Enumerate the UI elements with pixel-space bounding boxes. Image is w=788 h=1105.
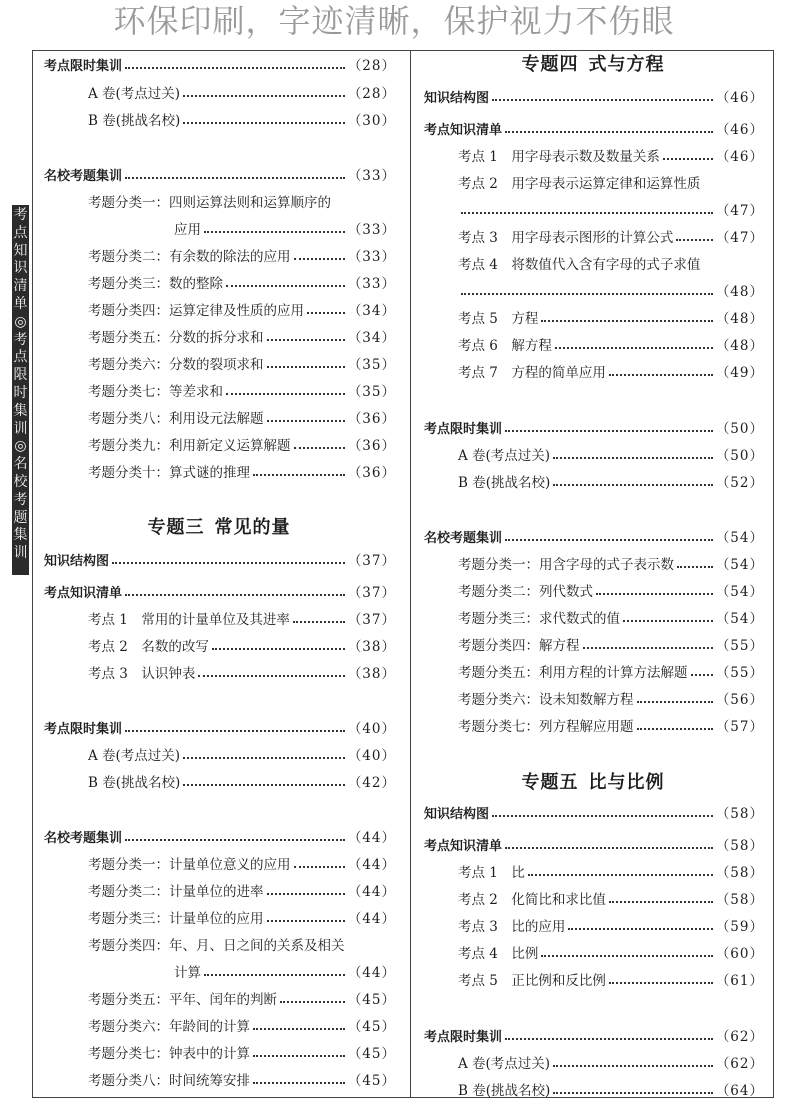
dot-leader <box>541 955 712 957</box>
dot-leader <box>596 593 713 595</box>
dot-leader <box>528 874 713 876</box>
toc-entry[interactable] <box>34 403 404 427</box>
toc-entry-label: B 卷(挑战名校) <box>458 1083 551 1099</box>
dot-leader <box>267 366 345 368</box>
toc-page-number: （59） <box>715 919 764 935</box>
toc-entry[interactable] <box>414 249 772 273</box>
toc-entry-label: 考题分类七：钟表中的计算 <box>88 1046 250 1062</box>
toc-page-number: （35） <box>347 384 396 400</box>
toc-entry[interactable] <box>34 187 404 211</box>
dot-leader <box>461 212 713 214</box>
toc-entry-label: 考点知识清单 <box>44 586 123 601</box>
dot-leader <box>125 177 345 179</box>
toc-entry-label: 名校考题集训 <box>44 831 123 846</box>
toc-entry[interactable] <box>34 430 404 454</box>
toc-entry-label: 考题分类二：有余数的除法的应用 <box>88 249 291 265</box>
toc-entry-label: 考题分类四：解方程 <box>458 638 580 654</box>
toc-entry-label: 考题分类七：列方程解应用题 <box>458 719 634 735</box>
dot-leader <box>267 339 345 341</box>
toc-page-number: （33） <box>347 276 396 292</box>
toc-page-number: （38） <box>347 639 396 655</box>
dot-leader <box>125 839 345 841</box>
toc-entry-label: 考题分类四：运算定律及性质的应用 <box>88 303 304 319</box>
sidebar-char: 识 <box>13 260 28 277</box>
toc-entry-label: B 卷(挑战名校) <box>88 775 181 791</box>
toc-entry-label: 考点限时集训 <box>424 422 503 437</box>
toc-entry[interactable] <box>34 849 404 873</box>
toc-entry[interactable] <box>34 876 404 900</box>
dot-leader <box>568 928 712 930</box>
toc-page-number: （58） <box>715 838 764 854</box>
toc-section-entry[interactable] <box>34 713 404 737</box>
toc-section-entry[interactable] <box>414 413 772 437</box>
toc-page-number: （58） <box>715 892 764 908</box>
toc-page-number: （42） <box>347 775 396 791</box>
chapter-number: 专题三 <box>147 517 205 538</box>
toc-entry-label: 考题分类七：等差求和 <box>88 384 223 400</box>
dot-leader <box>112 562 345 564</box>
sidebar-tab <box>12 205 29 575</box>
toc-entry[interactable] <box>414 1048 772 1072</box>
toc-entry[interactable] <box>34 78 404 102</box>
toc-page-number: （48） <box>715 311 764 327</box>
toc-page-number: （37） <box>347 585 396 601</box>
toc-entry[interactable] <box>34 214 404 238</box>
toc-entry-label: 考点限时集训 <box>424 1030 503 1045</box>
toc-entry[interactable] <box>34 295 404 319</box>
sidebar-char: 时 <box>13 384 28 401</box>
toc-entry-label: 考题分类九：利用新定义运算解题 <box>88 438 291 454</box>
toc-entry[interactable] <box>34 957 404 981</box>
toc-entry-label: 考题分类十：算式谜的推理 <box>88 465 250 481</box>
toc-entry-label: 考题分类六：设未知数解方程 <box>458 692 634 708</box>
sidebar-char: 考 <box>13 207 28 223</box>
dot-leader <box>505 539 713 541</box>
toc-page-number: （48） <box>715 338 764 354</box>
toc-entry-label: A 卷(考点过关) <box>88 748 181 764</box>
dot-leader <box>198 675 344 677</box>
toc-entry[interactable] <box>34 984 404 1008</box>
toc-section-entry[interactable] <box>34 50 404 74</box>
toc-entry[interactable] <box>414 195 772 219</box>
toc-page-number: （35） <box>347 357 396 373</box>
toc-page-number: （61） <box>715 973 764 989</box>
dot-leader <box>293 621 345 623</box>
dot-leader <box>609 982 713 984</box>
toc-entry-label: 考题分类八：时间统筹安排 <box>88 1073 250 1089</box>
toc-section-entry[interactable] <box>414 522 772 546</box>
toc-entry-label: 考题分类三：计量单位的应用 <box>88 911 264 927</box>
toc-entry[interactable] <box>34 376 404 400</box>
toc-entry-label: 计算 <box>174 965 201 981</box>
dot-leader <box>541 320 712 322</box>
dot-leader <box>553 484 713 486</box>
chapter-title <box>34 513 404 539</box>
toc-entry-label: 知识结构图 <box>424 807 490 822</box>
toc-page-number: （46） <box>715 122 764 138</box>
toc-entry[interactable] <box>34 767 404 791</box>
dot-leader <box>183 122 345 124</box>
dot-leader <box>492 815 713 817</box>
toc-entry-label: 考点 3 比的应用 <box>458 919 566 935</box>
toc-entry-label: 考题分类二：计量单位的进率 <box>88 884 264 900</box>
toc-entry-label: 考点 1 比 <box>458 865 525 881</box>
toc-entry-label: 考点 5 正比例和反比例 <box>458 973 606 989</box>
toc-entry[interactable] <box>414 938 772 962</box>
toc-entry[interactable] <box>414 549 772 573</box>
toc-page-number: （54） <box>715 530 764 546</box>
toc-entry[interactable] <box>34 105 404 129</box>
sidebar-char: 集 <box>13 527 28 544</box>
toc-page-number: （49） <box>715 365 764 381</box>
sidebar-char: 清 <box>13 278 28 295</box>
chapter-number: 专题四 <box>521 54 579 75</box>
dot-leader <box>183 784 345 786</box>
toc-entry[interactable] <box>414 222 772 246</box>
sidebar-char: 题 <box>13 509 28 526</box>
dot-leader <box>623 620 713 622</box>
toc-entry-label: 考题分类三：求代数式的值 <box>458 611 620 627</box>
toc-entry-label: 考题分类五：分数的拆分求和 <box>88 330 264 346</box>
dot-leader <box>677 566 713 568</box>
toc-page-number: （44） <box>347 830 396 846</box>
toc-entry-label: 考题分类五：利用方程的计算方法解题 <box>458 665 688 681</box>
toc-page-number: （54） <box>715 557 764 573</box>
toc-entry-label: B 卷(挑战名校) <box>458 475 551 491</box>
toc-entry[interactable] <box>414 684 772 708</box>
toc-page-number: （57） <box>715 719 764 735</box>
toc-entry[interactable] <box>34 604 404 628</box>
toc-entry-label: 考题分类一：用含字母的式子表示数 <box>458 557 674 573</box>
dot-leader <box>663 158 713 160</box>
toc-page-number: （52） <box>715 475 764 491</box>
toc-page-number: （40） <box>347 748 396 764</box>
sidebar-char: ◎ <box>14 438 27 455</box>
toc-page-number: （28） <box>347 58 396 74</box>
toc-entry-label: 考点 4 将数值代入含有字母的式子求值 <box>458 257 701 273</box>
dot-leader <box>125 67 345 69</box>
sidebar-char: ◎ <box>14 313 27 330</box>
toc-entry[interactable] <box>34 930 404 954</box>
toc-entry-label: 名校考题集训 <box>424 531 503 546</box>
toc-entry[interactable] <box>34 457 404 481</box>
chapter-title <box>414 50 772 76</box>
toc-entry[interactable] <box>414 467 772 491</box>
dot-leader <box>204 231 345 233</box>
toc-page-number: （34） <box>347 303 396 319</box>
toc-page-number: （47） <box>715 203 764 219</box>
toc-entry-label: A 卷(考点过关) <box>88 86 181 102</box>
dot-leader <box>253 474 345 476</box>
toc-entry-label: 考题分类四：年、月、日之间的关系及相关 <box>88 938 345 954</box>
toc-entry-label: 考点限时集训 <box>44 722 123 737</box>
toc-page-number: （45） <box>347 992 396 1008</box>
toc-entry[interactable] <box>34 1011 404 1035</box>
toc-section-entry[interactable] <box>414 798 772 822</box>
toc-page-number: （45） <box>347 1046 396 1062</box>
toc-page-number: （37） <box>347 612 396 628</box>
banner-slogan: 环保印刷，字迹清晰，保护视力不伤眼 <box>113 2 675 40</box>
toc-entry[interactable] <box>34 631 404 655</box>
dot-leader <box>637 701 713 703</box>
toc-section-entry[interactable] <box>414 830 772 854</box>
toc-page-number: （55） <box>715 665 764 681</box>
dot-leader <box>267 920 345 922</box>
dot-leader <box>125 594 345 596</box>
toc-page-number: （44） <box>347 965 396 981</box>
dot-leader <box>294 447 345 449</box>
dot-leader <box>553 457 713 459</box>
toc-page-number: （30） <box>347 113 396 129</box>
toc-page-number: （44） <box>347 857 396 873</box>
toc-entry-label: 考题分类一：四则运算法则和运算顺序的 <box>88 195 331 211</box>
toc-entry-label: 考点 1 常用的计量单位及其进率 <box>88 612 290 628</box>
toc-entry[interactable] <box>34 349 404 373</box>
dot-leader <box>204 974 345 976</box>
toc-entry-label: 考题分类二：列代数式 <box>458 584 593 600</box>
toc-entry-label: 考点 5 方程 <box>458 311 539 327</box>
toc-entry-label: 考题分类六：分数的裂项求和 <box>88 357 264 373</box>
toc-page-number: （36） <box>347 438 396 454</box>
toc-page-number: （47） <box>715 230 764 246</box>
toc-page-number: （54） <box>715 584 764 600</box>
toc-entry[interactable] <box>414 276 772 300</box>
toc-entry-label: 考点 2 化简比和求比值 <box>458 892 606 908</box>
dot-leader <box>267 420 345 422</box>
toc-entry[interactable] <box>414 1075 772 1099</box>
toc-entry[interactable] <box>414 440 772 464</box>
toc-entry[interactable] <box>414 141 772 165</box>
toc-page-number: （46） <box>715 90 764 106</box>
toc-entry[interactable] <box>414 857 772 881</box>
dot-leader <box>183 95 345 97</box>
toc-entry-label: 应用 <box>174 222 201 238</box>
toc-entry-label: 考点 1 用字母表示数及数量关系 <box>458 149 660 165</box>
toc-page-number: （50） <box>715 448 764 464</box>
toc-entry-label: A 卷(考点过关) <box>458 448 551 464</box>
chapter-number: 专题五 <box>521 772 579 793</box>
dot-leader <box>676 239 712 241</box>
toc-page-number: （62） <box>715 1029 764 1045</box>
dot-leader <box>253 1055 345 1057</box>
dot-leader <box>609 374 713 376</box>
toc-page-number: （62） <box>715 1056 764 1072</box>
toc-entry-label: 知识结构图 <box>424 91 490 106</box>
toc-page-number: （33） <box>347 249 396 265</box>
dot-leader <box>253 1028 345 1030</box>
toc-entry-label: 考点 3 用字母表示图形的计算公式 <box>458 230 674 246</box>
toc-entry[interactable] <box>414 357 772 381</box>
dot-leader <box>505 430 713 432</box>
dot-leader <box>294 258 345 260</box>
dot-leader <box>637 728 713 730</box>
sidebar-char: 点 <box>13 349 28 366</box>
column-divider <box>410 50 411 1098</box>
dot-leader <box>183 757 345 759</box>
toc-entry[interactable] <box>414 630 772 654</box>
toc-page-number: （48） <box>715 284 764 300</box>
toc-page-number: （58） <box>715 806 764 822</box>
sidebar-char: 知 <box>13 242 28 259</box>
toc-entry[interactable] <box>34 268 404 292</box>
sidebar-char: 集 <box>13 402 28 419</box>
toc-page-number: （44） <box>347 884 396 900</box>
toc-entry-label: 考点 3 认识钟表 <box>88 666 196 682</box>
toc-page-number: （45） <box>347 1073 396 1089</box>
toc-entry[interactable] <box>414 168 772 192</box>
dot-leader <box>609 901 713 903</box>
chapter-name: 式与方程 <box>588 54 665 75</box>
toc-page-number: （40） <box>347 721 396 737</box>
toc-entry[interactable] <box>414 603 772 627</box>
dot-leader <box>226 285 345 287</box>
toc-entry-label: 考点 2 用字母表示运算定律和运算性质 <box>458 176 701 192</box>
toc-page-number: （54） <box>715 611 764 627</box>
toc-entry-label: 考题分类八：利用设元法解题 <box>88 411 264 427</box>
sidebar-char: 考 <box>13 491 28 508</box>
toc-page-number: （50） <box>715 421 764 437</box>
toc-section-entry[interactable] <box>414 114 772 138</box>
sidebar-char: 校 <box>13 473 28 490</box>
toc-entry-label: 考题分类一：计量单位意义的应用 <box>88 857 291 873</box>
toc-entry[interactable] <box>414 884 772 908</box>
dot-leader <box>492 99 713 101</box>
dot-leader <box>226 393 345 395</box>
toc-entry[interactable] <box>414 711 772 735</box>
toc-page-number: （64） <box>715 1083 764 1099</box>
toc-page-number: （60） <box>715 946 764 962</box>
dot-leader <box>294 866 345 868</box>
sidebar-char: 限 <box>13 367 28 384</box>
toc-page-number: （36） <box>347 465 396 481</box>
toc-page-number: （28） <box>347 86 396 102</box>
dot-leader <box>267 893 345 895</box>
dot-leader <box>212 648 345 650</box>
toc-entry-label: A 卷(考点过关) <box>458 1056 551 1072</box>
toc-section-entry[interactable] <box>34 545 404 569</box>
toc-page-number: （56） <box>715 692 764 708</box>
toc-entry[interactable] <box>414 303 772 327</box>
dot-leader <box>691 674 713 676</box>
toc-section-entry[interactable] <box>34 822 404 846</box>
toc-page-number: （44） <box>347 911 396 927</box>
toc-section-entry[interactable] <box>34 577 404 601</box>
sidebar-char: 点 <box>13 224 28 241</box>
toc-entry-label: 考点知识清单 <box>424 839 503 854</box>
dot-leader <box>280 1001 345 1003</box>
toc-entry-label: 考点知识清单 <box>424 123 503 138</box>
chapter-name: 比与比例 <box>588 772 665 793</box>
toc-entry-label: 考点 7 方程的简单应用 <box>458 365 606 381</box>
dot-leader <box>253 1082 345 1084</box>
dot-leader <box>553 1092 713 1094</box>
toc-entry[interactable] <box>34 740 404 764</box>
toc-entry[interactable] <box>34 322 404 346</box>
toc-page-number: （33） <box>347 168 396 184</box>
dot-leader <box>505 847 713 849</box>
toc-entry-label: 考点限时集训 <box>44 59 123 74</box>
toc-section-entry[interactable] <box>34 160 404 184</box>
toc-page-number: （36） <box>347 411 396 427</box>
toc-entry-label: 知识结构图 <box>44 554 110 569</box>
toc-page-number: （37） <box>347 553 396 569</box>
toc-entry[interactable] <box>414 330 772 354</box>
dot-leader <box>555 347 713 349</box>
dot-leader <box>505 131 713 133</box>
toc-entry-label: 考点 2 名数的改写 <box>88 639 209 655</box>
sidebar-char: 名 <box>13 456 28 473</box>
toc-entry[interactable] <box>414 911 772 935</box>
toc-page-number: （46） <box>715 149 764 165</box>
toc-page-number: （55） <box>715 638 764 654</box>
sidebar-char: 考 <box>13 331 28 348</box>
dot-leader <box>125 730 345 732</box>
toc-section-entry[interactable] <box>414 82 772 106</box>
toc-entry[interactable] <box>34 1065 404 1089</box>
toc-entry-label: 考点 4 比例 <box>458 946 539 962</box>
dot-leader <box>307 312 345 314</box>
chapter-title <box>414 768 772 794</box>
toc-entry-label: B 卷(挑战名校) <box>88 113 181 129</box>
dot-leader <box>583 647 713 649</box>
sidebar-char: 单 <box>13 295 28 312</box>
toc-entry-label: 考题分类六：年龄间的计算 <box>88 1019 250 1035</box>
toc-entry[interactable] <box>414 576 772 600</box>
chapter-name: 常见的量 <box>214 517 291 538</box>
sidebar-char: 训 <box>13 420 28 437</box>
toc-entry[interactable] <box>414 657 772 681</box>
toc-page-number: （34） <box>347 330 396 346</box>
toc-page-number: （38） <box>347 666 396 682</box>
toc-entry[interactable] <box>34 903 404 927</box>
toc-page-number: （45） <box>347 1019 396 1035</box>
toc-entry[interactable] <box>34 1038 404 1062</box>
toc-entry-label: 考题分类三：数的整除 <box>88 276 223 292</box>
toc-entry-label: 考点 6 解方程 <box>458 338 552 354</box>
toc-page-number: （33） <box>347 222 396 238</box>
toc-page-number: （58） <box>715 865 764 881</box>
toc-entry-label: 考题分类五：平年、闰年的判断 <box>88 992 277 1008</box>
dot-leader <box>553 1065 713 1067</box>
toc-entry[interactable] <box>34 658 404 682</box>
toc-entry[interactable] <box>34 241 404 265</box>
sidebar-char: 训 <box>13 545 28 562</box>
toc-entry-label: 名校考题集训 <box>44 169 123 184</box>
dot-leader <box>505 1038 713 1040</box>
dot-leader <box>461 293 713 295</box>
toc-section-entry[interactable] <box>414 1021 772 1045</box>
toc-entry[interactable] <box>414 965 772 989</box>
